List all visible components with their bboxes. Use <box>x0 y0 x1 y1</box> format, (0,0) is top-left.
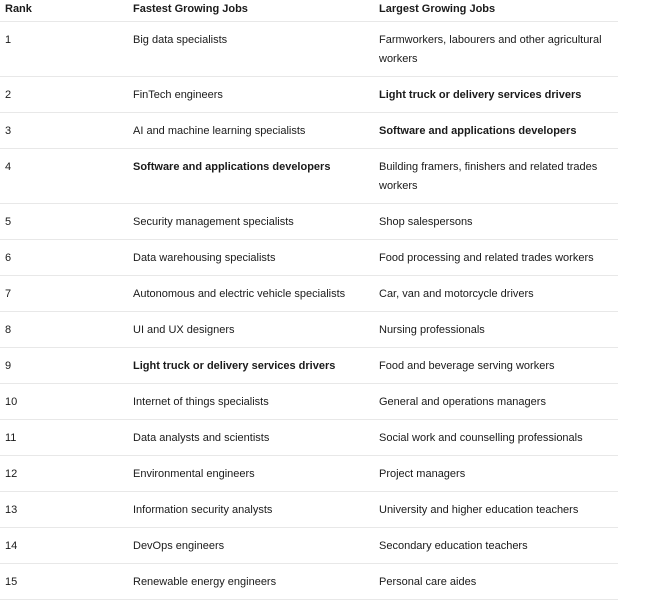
fastest-growing-job-cell: Data analysts and scientists <box>133 432 270 444</box>
table-row <box>0 348 618 384</box>
largest-growing-job-cell: Project managers <box>379 468 466 480</box>
table-row <box>0 240 618 276</box>
largest-growing-job-cell: Nursing professionals <box>379 324 485 336</box>
largest-growing-job-cell: Shop salespersons <box>379 216 473 228</box>
rank-cell: 1 <box>5 34 12 46</box>
rank-cell: 2 <box>5 89 12 101</box>
rank-cell: 12 <box>5 468 18 480</box>
largest-growing-job-cell: Personal care aides <box>379 576 477 588</box>
table-row <box>0 276 618 312</box>
largest-growing-job-cell: Light truck or delivery services drivers <box>379 89 582 101</box>
largest-growing-job-cell: Farmworkers, labourers and other agricultural workers <box>379 34 602 65</box>
largest-growing-job-cell: University and higher education teachers <box>379 504 579 516</box>
fastest-growing-job-cell: Autonomous and electric vehicle specialists <box>133 288 346 300</box>
largest-growing-job-cell: Food processing and related trades workers <box>379 252 594 264</box>
table-row <box>0 113 618 149</box>
largest-growing-job-cell: Building framers, finishers and related trades workers <box>379 161 598 192</box>
rank-cell: 10 <box>5 396 18 408</box>
table-row <box>0 204 618 240</box>
largest-growing-job-cell: Software and applications developers <box>379 125 577 137</box>
largest-growing-job-cell: General and operations managers <box>379 396 546 408</box>
table-row <box>0 77 618 113</box>
fastest-growing-job-cell: Renewable energy engineers <box>133 576 277 588</box>
table-row <box>0 22 618 77</box>
fastest-growing-job-cell: Data warehousing specialists <box>133 252 276 264</box>
rank-cell: 11 <box>5 432 17 444</box>
fastest-growing-job-cell: Internet of things specialists <box>133 396 269 408</box>
rank-cell: 14 <box>5 540 18 552</box>
fastest-growing-job-cell: Information security analysts <box>133 504 273 516</box>
table-row <box>0 312 618 348</box>
rank-cell: 8 <box>5 324 12 336</box>
rank-cell: 6 <box>5 252 12 264</box>
table-row <box>0 384 618 420</box>
fastest-growing-job-cell: AI and machine learning specialists <box>133 125 306 137</box>
largest-growing-job-cell: Car, van and motorcycle drivers <box>379 288 534 300</box>
fastest-growing-job-cell: Light truck or delivery services drivers <box>133 360 336 372</box>
rank-cell: 5 <box>5 216 12 228</box>
table-row <box>0 564 618 600</box>
table-row <box>0 528 618 564</box>
rank-cell: 3 <box>5 125 12 137</box>
rank-cell: 15 <box>5 576 18 588</box>
fastest-growing-job-cell: UI and UX designers <box>133 324 235 336</box>
fastest-growing-job-cell: DevOps engineers <box>133 540 225 552</box>
table-row <box>0 149 618 204</box>
rank-cell: 9 <box>5 360 12 372</box>
table-row <box>0 492 618 528</box>
fastest-growing-job-cell: Software and applications developers <box>133 161 331 173</box>
table-row <box>0 456 618 492</box>
header-fastest-growing-jobs: Fastest Growing Jobs <box>133 3 248 15</box>
fastest-growing-job-cell: Security management specialists <box>133 216 294 228</box>
largest-growing-job-cell: Food and beverage serving workers <box>379 360 555 372</box>
table-header-row <box>0 0 618 22</box>
fastest-growing-job-cell: Big data specialists <box>133 34 228 46</box>
header-largest-growing-jobs: Largest Growing Jobs <box>379 3 496 15</box>
table-row <box>0 420 618 456</box>
largest-growing-job-cell: Social work and counselling professionals <box>379 432 583 444</box>
rank-cell: 13 <box>5 504 18 516</box>
fastest-growing-job-cell: Environmental engineers <box>133 468 255 480</box>
rank-cell: 7 <box>5 288 12 300</box>
fastest-growing-job-cell: FinTech engineers <box>133 89 223 101</box>
table-body <box>0 22 618 600</box>
largest-growing-job-cell: Secondary education teachers <box>379 540 528 552</box>
rank-cell: 4 <box>5 161 12 173</box>
header-rank: Rank <box>5 3 32 15</box>
